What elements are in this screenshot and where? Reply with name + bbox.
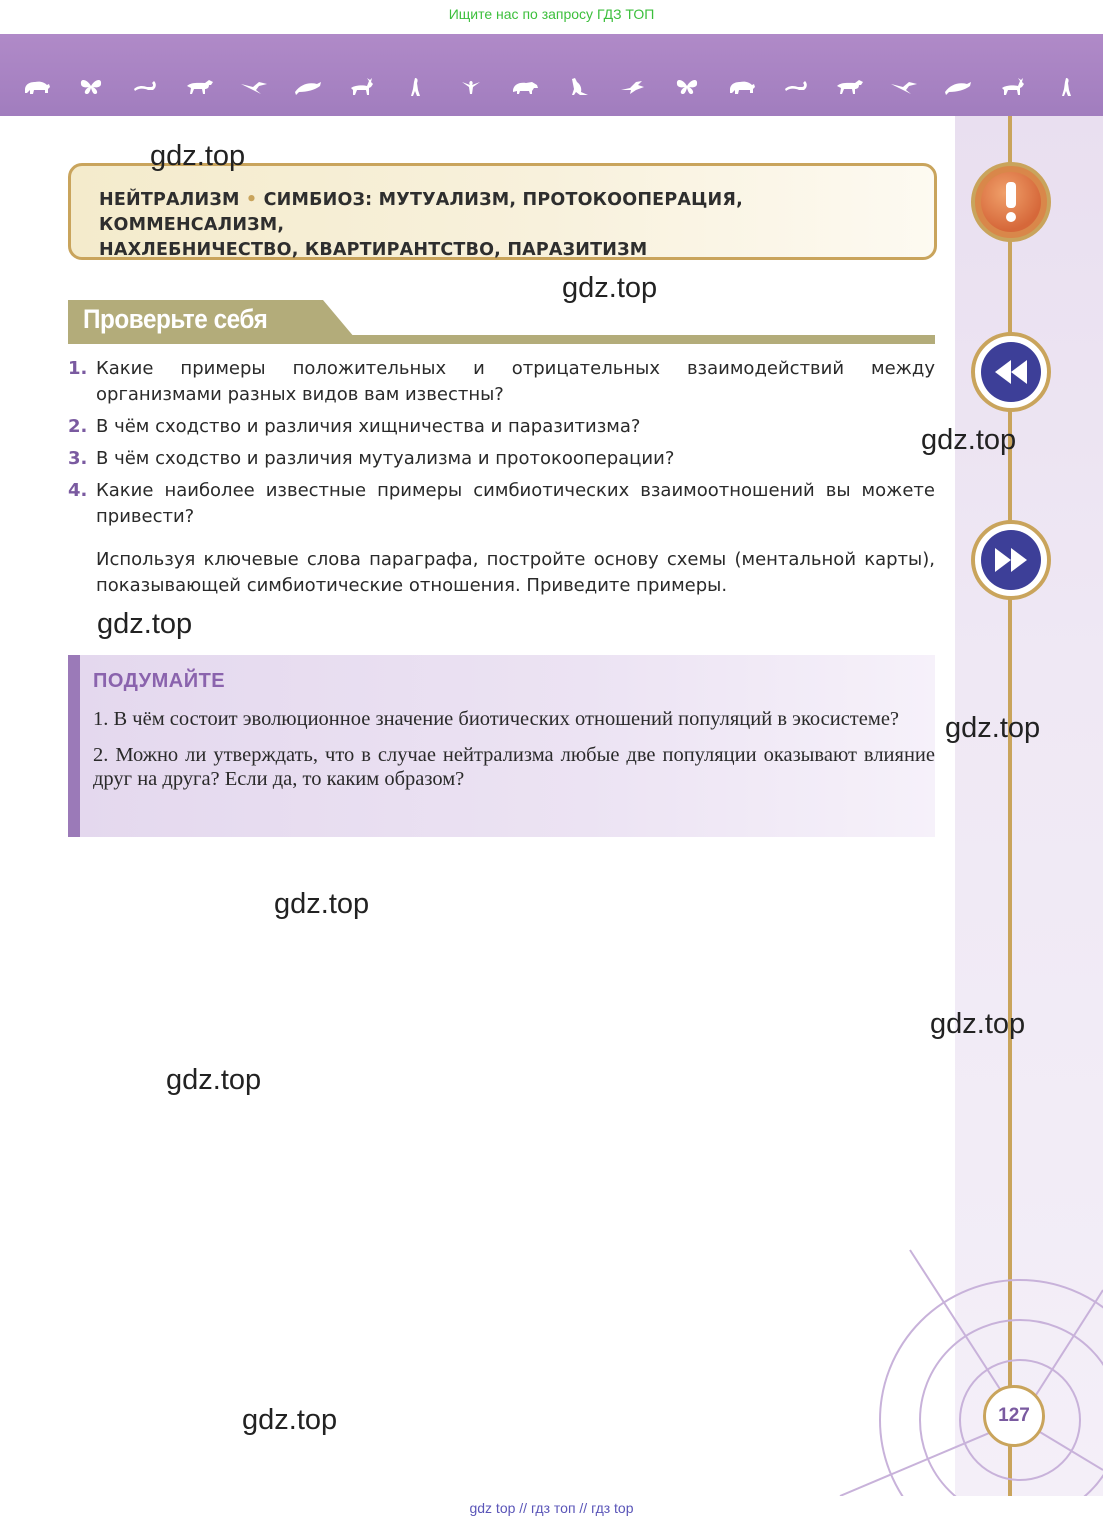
check-yourself-header [68,300,935,344]
watermark: gdz.top [930,1008,1026,1040]
question-text: В чём сходство и различия хищничества и паразитизма? [96,416,641,437]
bison-icon [22,76,52,98]
think-item: 1. В чём состоит эволюционное значение биотических отношений популяций в экосистеме? [93,708,900,730]
dolphin-icon [293,76,323,98]
butterfly-icon [672,76,702,98]
bird-icon [618,76,648,98]
watermark: gdz.top [945,712,1041,744]
deer-icon [347,76,377,98]
meerkat-icon [1052,76,1082,98]
watermark: gdz.top [274,888,370,920]
footer-note: gdz top // гдз топ // гдз top [469,1500,634,1516]
rewind-icon [981,342,1041,402]
scorpion-icon [130,76,160,98]
question-number: 4. [68,480,88,501]
alert-button[interactable] [971,162,1051,242]
watermark: gdz.top [242,1404,338,1436]
keywords-box [68,163,937,260]
animal-silhouette-row [22,74,1082,100]
deer-icon [998,76,1028,98]
think-accent-bar [68,655,80,837]
question-number: 1. [68,358,88,379]
insect-icon [456,76,486,98]
think-title: ПОДУМАЙТЕ [93,670,226,692]
question-text: В чём сходство и различия мутуализма и протокооперации? [96,448,675,469]
question-text: Какие примеры положительных и отрицательных взаимодействий между организмами разных видов вам известны? [96,358,935,405]
fast-forward-button[interactable] [971,520,1051,600]
kangaroo-icon [564,76,594,98]
check-title: Проверьте себя [83,304,268,334]
butterfly-icon [76,76,106,98]
animal-band [0,34,1103,116]
bison-icon [727,76,757,98]
watermark: gdz.top [921,424,1017,456]
scorpion-icon [781,76,811,98]
watermark: gdz.top [150,140,246,172]
watermark: gdz.top [166,1064,262,1096]
think-box [68,655,935,837]
watermark: gdz.top [562,272,658,304]
think-item: 2. Можно ли утверждать, что в случае нейтрализма любые две популяции оказывают влияние друг на друга? Если да, то каким образом? [93,744,935,790]
question-number: 2. [68,416,88,437]
keyword-bullet: • [245,190,258,210]
page-number: 127 [983,1385,1045,1447]
keyword-symbiosis: СИМБИОЗ: МУТУАЛИЗМ, ПРОТОКООПЕРАЦИЯ, КОММЕНСАЛИЗМ, [99,190,743,235]
keywords-line-2: НАХЛЕБНИЧЕСТВО, КВАРТИРАНТСТВО, ПАРАЗИТИЗМ [99,240,648,260]
fast-forward-icon [981,530,1041,590]
question-item [68,446,935,472]
questions-list [68,356,935,536]
pterosaur-icon [239,76,269,98]
question-text: Какие наиболее известные примеры симбиотических взаимоотношений вы можете привести? [96,480,935,527]
pterosaur-icon [889,76,919,98]
boar-icon [510,76,540,98]
mind-map-task: Используя ключевые слова параграфа, постройте основу схемы (ментальной карты), показывающей симбиотические отношения. Приведите примеры. [96,549,935,596]
keywords-line-1 [99,188,906,238]
question-item [68,478,935,530]
meerkat-icon [401,76,431,98]
question-item [68,414,935,440]
question-number: 3. [68,448,88,469]
decorative-arcs [820,1230,1103,1496]
rewind-button[interactable] [971,332,1051,412]
horse-icon [835,76,865,98]
dolphin-icon [943,76,973,98]
keyword-neutralism: НЕЙТРАЛИЗМ [99,190,240,210]
alert-icon [981,172,1041,232]
question-item [68,356,935,408]
watermark: gdz.top [97,608,193,640]
horse-icon [185,76,215,98]
top-note: Ищите нас по запросу ГДЗ ТОП [448,6,655,22]
think-items [93,707,935,803]
